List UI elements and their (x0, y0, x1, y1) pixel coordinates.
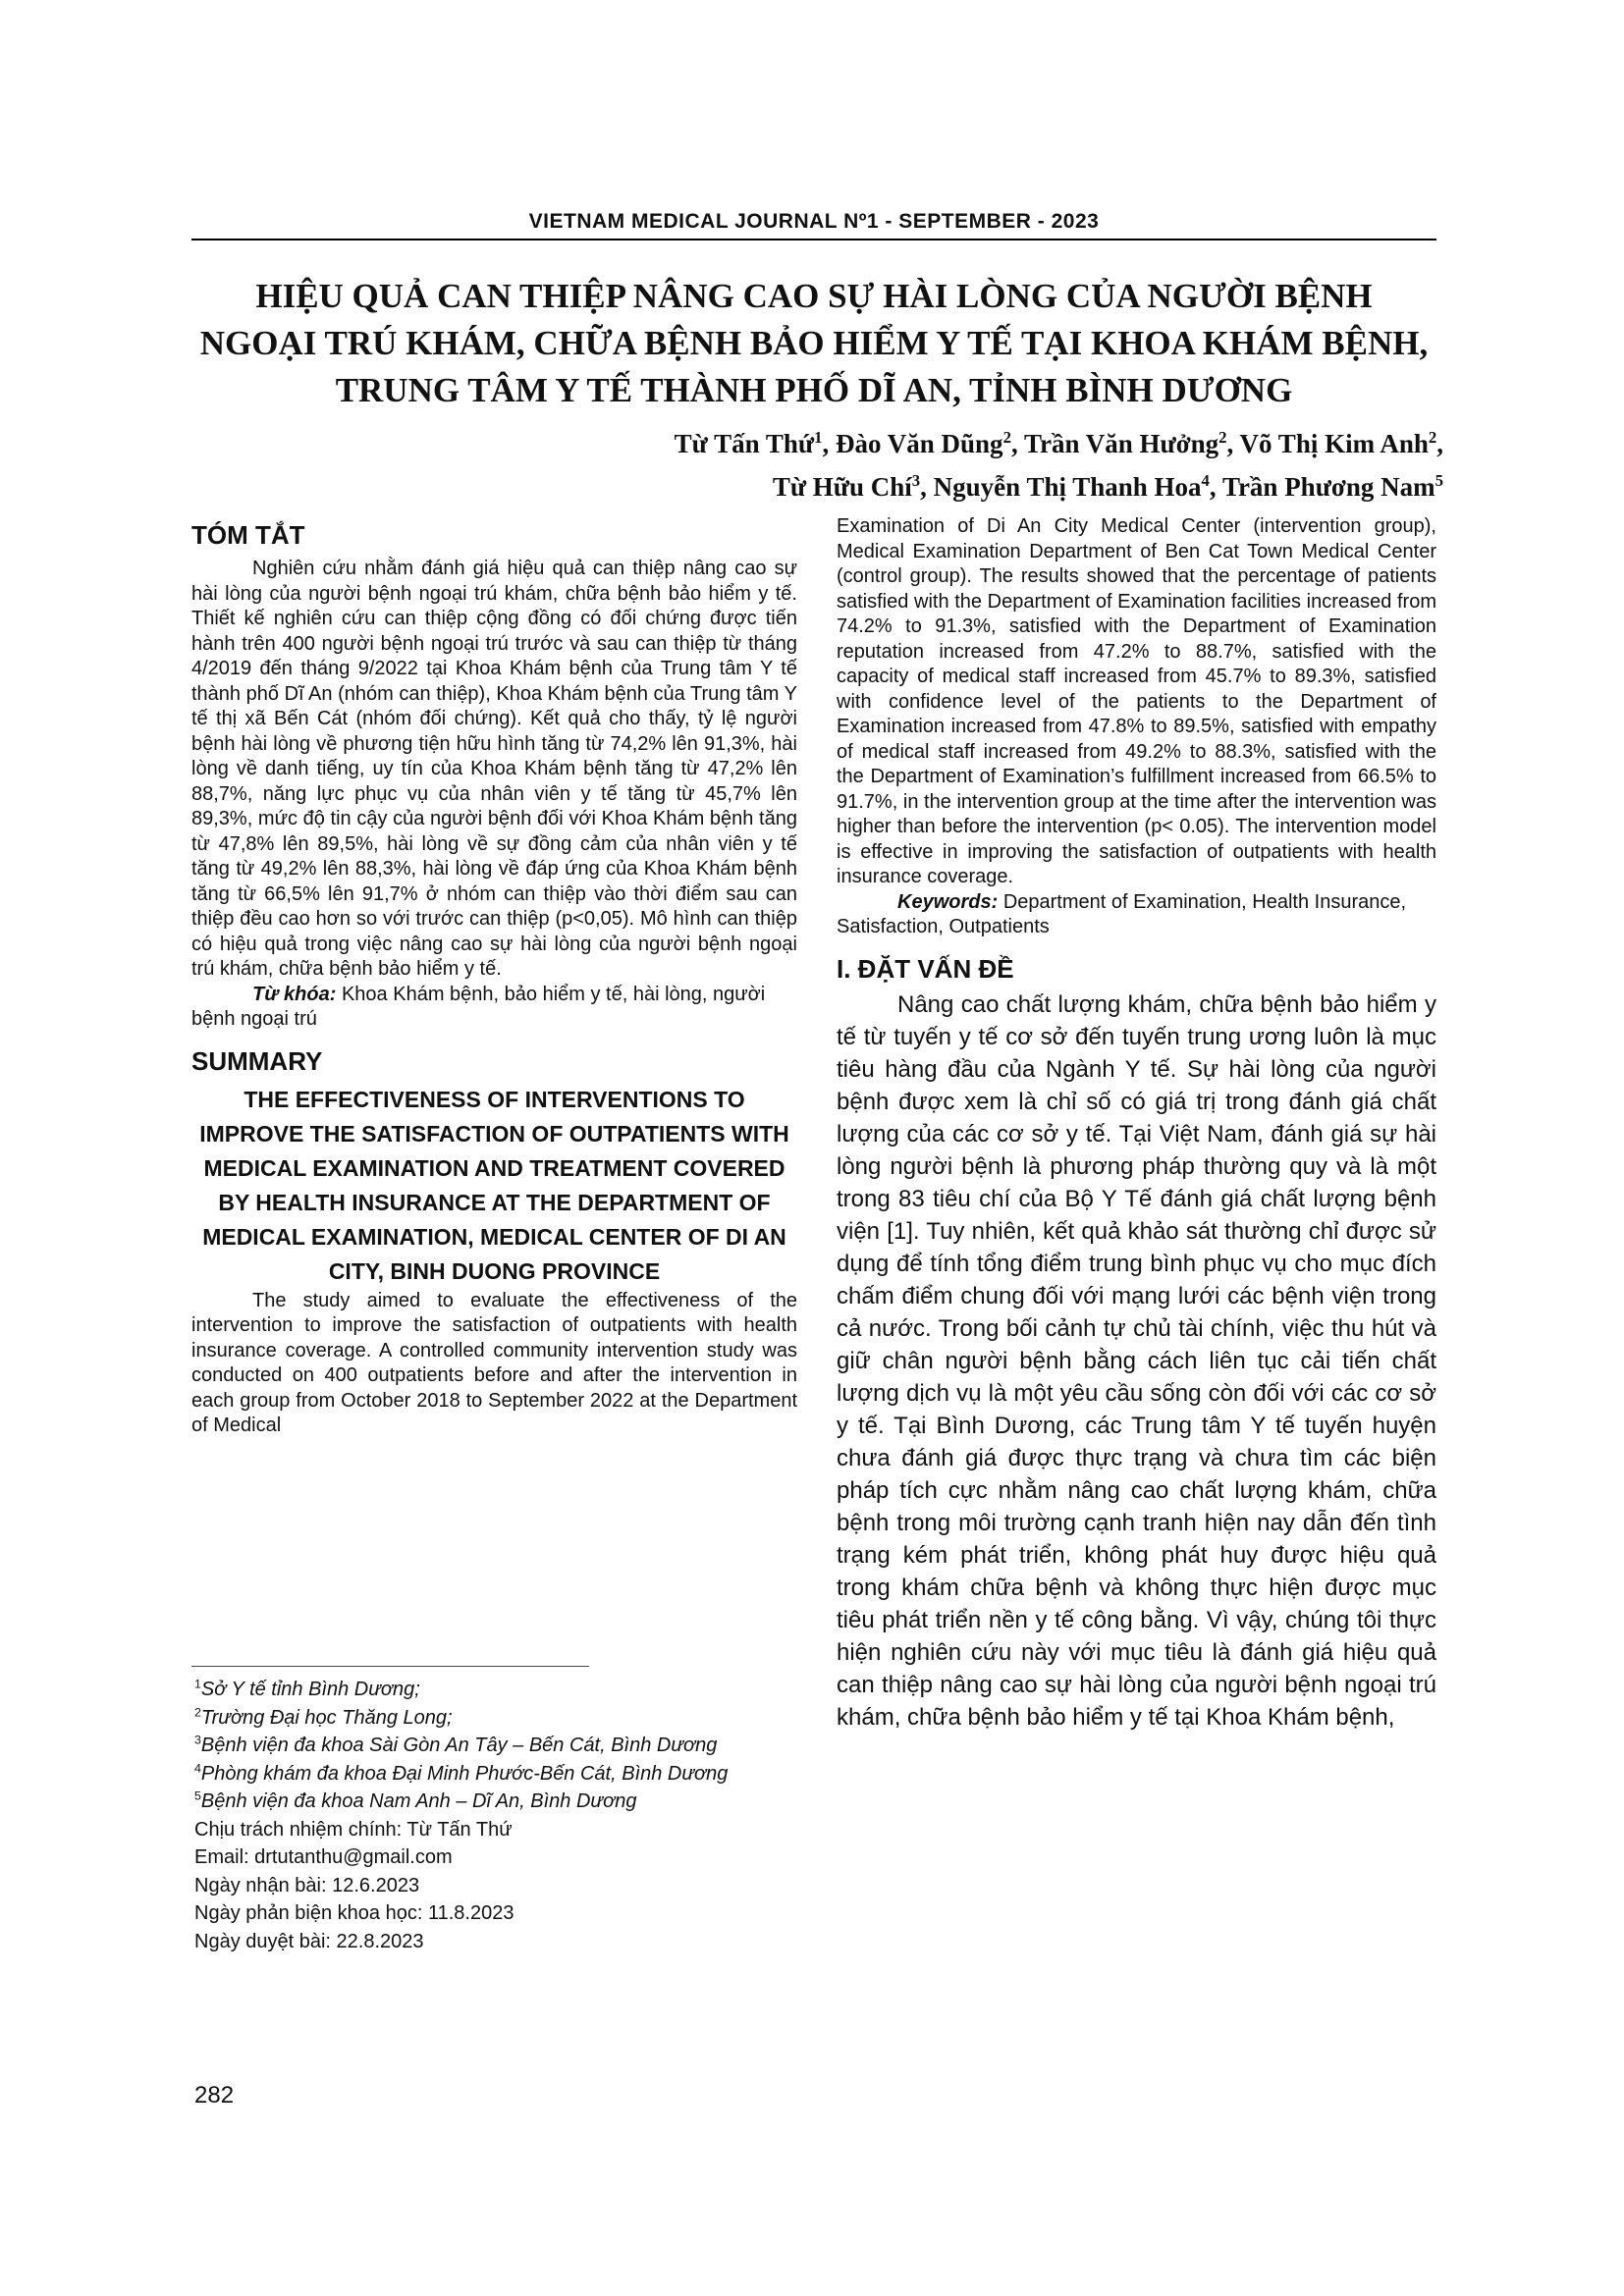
author-name: Đào Văn Dũng (836, 429, 1003, 458)
author-line: Từ Tấn Thứ$^1$, Đào Văn Dũng$^2$, Trần Văn Hưởng$^2$, Võ Thị Kim Anh$^2$, (674, 428, 1443, 458)
author-name: Trần Văn Hưởng (1023, 429, 1219, 458)
footnote-email[interactable]: Email: drtutanthu@gmail.com (194, 1846, 453, 1868)
right-column (837, 514, 1436, 1734)
footnote-affiliation: $^3$Bệnh viện đa khoa Sài Gòn An Tây – Bến Cát, Bình Dương (194, 1733, 718, 1756)
footnote-affiliation: $^5$Bệnh viện đa khoa Nam Anh – Dĩ An, Bình Dương (194, 1789, 637, 1812)
summary-text-part1: The study aimed to evaluate the effectiveness of the intervention to improve the satisfaction of outpatients with health insurance coverage. A controlled community intervention study was conducted on 400 outpatients before and after the intervention in each group from October 2018 to September 2022 at the Department of Medical (191, 1289, 797, 1436)
article-title (182, 273, 1446, 414)
footnote-received: Ngày nhận bài: 12.6.2023 (194, 1874, 420, 1896)
footnote-reviewed: Ngày phản biện khoa học: 11.8.2023 (194, 1902, 514, 1924)
running-header: VIETNAM MEDICAL JOURNAL Nº1 - SEPTEMBER - 2023 (528, 210, 1100, 233)
author-name: Từ Tấn Thứ (674, 429, 815, 458)
abstract-vi-heading: TÓM TẮT (191, 520, 305, 550)
keywords-en: Keywords: Department of Examination, Health Insurance, Satisfaction, Outpatients (837, 890, 1407, 937)
abstract-vi-text: Nghiên cứu nhằm đánh giá hiệu quả can thiệp nâng cao sự hài lòng của người bệnh ngoại trú khám, chữa bệnh bảo hiểm y tế. Thiết kế nghiên cứu can thiệp cộng đồng có đối chứng được tiến hành trên 400 người bệnh ngoại trú trước và sau can thiệp từ tháng 4/2019 đến tháng 9/2022 tại Khoa Khám bệnh của Trung tâm Y tế thành phố Dĩ An (nhóm can thiệp), Khoa Khám bệnh của Trung tâm Y tế thị xã Bến Cát (nhóm đối chứng). Kết quả cho thấy, tỷ lệ người bệnh hài lòng về phương tiện hữu hình tăng từ 74,2% lên 91,3%, hài lòng về danh tiếng, uy tín của Khoa Khám bệnh tăng từ 47,2% lên 88,7%, năng lực phục vụ của nhân viên y tế tăng từ 45,7% lên 89,3%, mức độ tin cậy của người bệnh đối với Khoa Khám bệnh tăng từ 47,8% lên 89,5%, hài lòng về sự đồng cảm của nhân viên y tế tăng từ 49,2% lên 88,3%, hài lòng về đáp ứng của Khoa Khám bệnh tăng từ 66,5% lên 91,7% ở nhóm can thiệp vào thời điểm sau can thiệp đều cao hơn so với trước can thiệp (p<0,05). Mô hình can thiệp có hiệu quả trong việc nâng cao sự hài lòng của người bệnh ngoại trú khám, chữa bệnh bảo hiểm y tế. (191, 558, 797, 980)
author-name: Trần Phương Nam (1221, 472, 1435, 502)
footnote-affiliation: $^1$Sở Y tế tỉnh Bình Dương; (194, 1677, 420, 1700)
affiliation-mark: 5 (1435, 471, 1443, 490)
author-line: Từ Hữu Chí$^3$, Nguyễn Thị Thanh Hoa$^4$, Trần Phương Nam$^5$ (772, 471, 1443, 502)
affiliation-mark: 2 (1002, 428, 1011, 447)
author-name: Từ Hữu Chí (772, 472, 912, 502)
keywords-vi: Từ khóa: Khoa Khám bệnh, bảo hiểm y tế, hài lòng, người bệnh ngoại trú (191, 983, 766, 1030)
footnote-affiliation: $^2$Trường Đại học Thăng Long; (194, 1704, 453, 1729)
footnote-affiliation: $^4$Phòng khám đa khoa Đại Minh Phước-Bến Cát, Bình Dương (194, 1760, 729, 1785)
footnote-accepted: Ngày duyệt bài: 22.8.2023 (194, 1930, 424, 1952)
footnotes (194, 1676, 800, 1955)
left-column (191, 520, 797, 1439)
affiliation-mark: 4 (1201, 471, 1210, 490)
title-line: HIỆU QUẢ CAN THIỆP NÂNG CAO SỰ HÀI LÒNG CỦA NGƯỜI BỆNH (255, 277, 1373, 315)
keywords-en-label: Keywords (897, 890, 992, 913)
title-line: NGOẠI TRÚ KHÁM, CHỮA BỆNH BẢO HIỂM Y TẾ TẠI KHOA KHÁM BỆNH, (199, 324, 1429, 362)
footnote-responsible: Chịu trách nhiệm chính: Từ Tấn Thứ (194, 1818, 513, 1841)
title-line: TRUNG TÂM Y TẾ THÀNH PHỐ DĨ AN, TỈNH BÌNH DƯƠNG (335, 371, 1293, 409)
affiliation-mark: 2 (1218, 428, 1227, 447)
affiliation-mark: 1 (814, 428, 823, 447)
affiliation-mark: 3 (911, 471, 921, 490)
author-list (334, 422, 1443, 508)
section-1-text: Nâng cao chất lượng khám, chữa bệnh bảo hiểm y tế từ tuyến y tế cơ sở đến tuyến trung ương luôn là mục tiêu hàng đầu của Ngành Y tế. Sự hài lòng của người bệnh được xem là chỉ số có giá trị trong đánh giá chất lượng của các cơ sở y tế. Tại Việt Nam, đánh giá sự hài lòng người bệnh là phương pháp thường quy và là một trong 83 tiêu chí của Bộ Y Tế đánh giá chất lượng bệnh viện [1]. Tuy nhiên, kết quả khảo sát thường chỉ được sử dụng để tính tổng điểm trung bình phục vụ cho mục đích chấm điểm chung đối với mạng lưới các bệnh viện trong cả nước. Trong bối cảnh tự chủ tài chính, việc thu hút và giữ chân người bệnh bằng cách liên tục cải tiến chất lượng dịch vụ là một yêu cầu sống còn đối với các cơ sở y tế. Tại Bình Dương, các Trung tâm Y tế tuyến huyện chưa đánh giá được thực trạng và chưa tìm các biện pháp tích cực nhằm nâng cao chất lượng khám, chữa bệnh trong môi trường cạnh tranh hiện nay dẫn đến tình trạng kém phát triển, không phát huy được hiệu quả trong khám chữa bệnh và không thực hiện được mục tiêu phát triển nền y tế công bằng. Vì vậy, chúng tôi thực hiện nghiên cứu này với mục tiêu là đánh giá hiệu quả can thiệp nâng cao sự hài lòng của người bệnh ngoại trú khám, chữa bệnh bảo hiểm y tế tại Khoa Khám bệnh, (837, 990, 1436, 1731)
author-name: Võ Thị Kim Anh (1239, 429, 1429, 458)
affiliation-mark: 2 (1428, 428, 1437, 447)
page-number: 282 (194, 2082, 235, 2109)
summary-text-part2: Examination of Di An City Medical Center (intervention group), Medical Examination Department of Ben Cat Town Medical Center (control group). The results showed that the percentage of patients satisfied with the Department of Examination facilities increased from 74.2% to 91.3%, satisfied with the Department of Examination reputation increased from 47.2% to 88.7%, satisfied with the capacity of medical staff increased from 45.7% to 89.3%, satisfied with confidence level of the patients to the Department of Examination increased from 47.8% to 89.5%, satisfied with empathy of medical staff increased from 49.2% to 88.3%, satisfied with the the Department of Examination’s fulfillment increased from 66.5% to 91.7%, in the intervention group at the time after the intervention was higher than before the intervention (p< 0.05). The intervention model is effective in improving the satisfaction of outpatients with health insurance coverage. (837, 515, 1436, 887)
summary-title: THE EFFECTIVENESS OF INTERVENTIONS TO IMPROVE THE SATISFACTION OF OUTPATIENTS WITH MEDICAL EXAMINATION AND TREATMENT COVERED BY HEALTH INSURANCE AT THE DEPARTMENT OF MEDICAL EXAMINATION, MEDICAL CENTER OF DI AN CITY, BINH DUONG PROVINCE (199, 1086, 789, 1284)
header-rule (191, 239, 1436, 240)
section-1-heading: I. ĐẶT VẤN ĐỀ (837, 953, 1014, 984)
footnote-rule (191, 1666, 589, 1667)
summary-heading: SUMMARY (191, 1045, 323, 1076)
keywords-vi-label: Từ khóa (252, 983, 330, 1005)
keywords-vi-text: Khoa Khám bệnh, bảo hiểm y tế, hài lòng, người bệnh ngoại trú (191, 983, 766, 1030)
keywords-en-text: Department of Examination, Health Insurance, Satisfaction, Outpatients (837, 890, 1407, 937)
author-name: Nguyễn Thị Thanh Hoa (933, 472, 1202, 502)
